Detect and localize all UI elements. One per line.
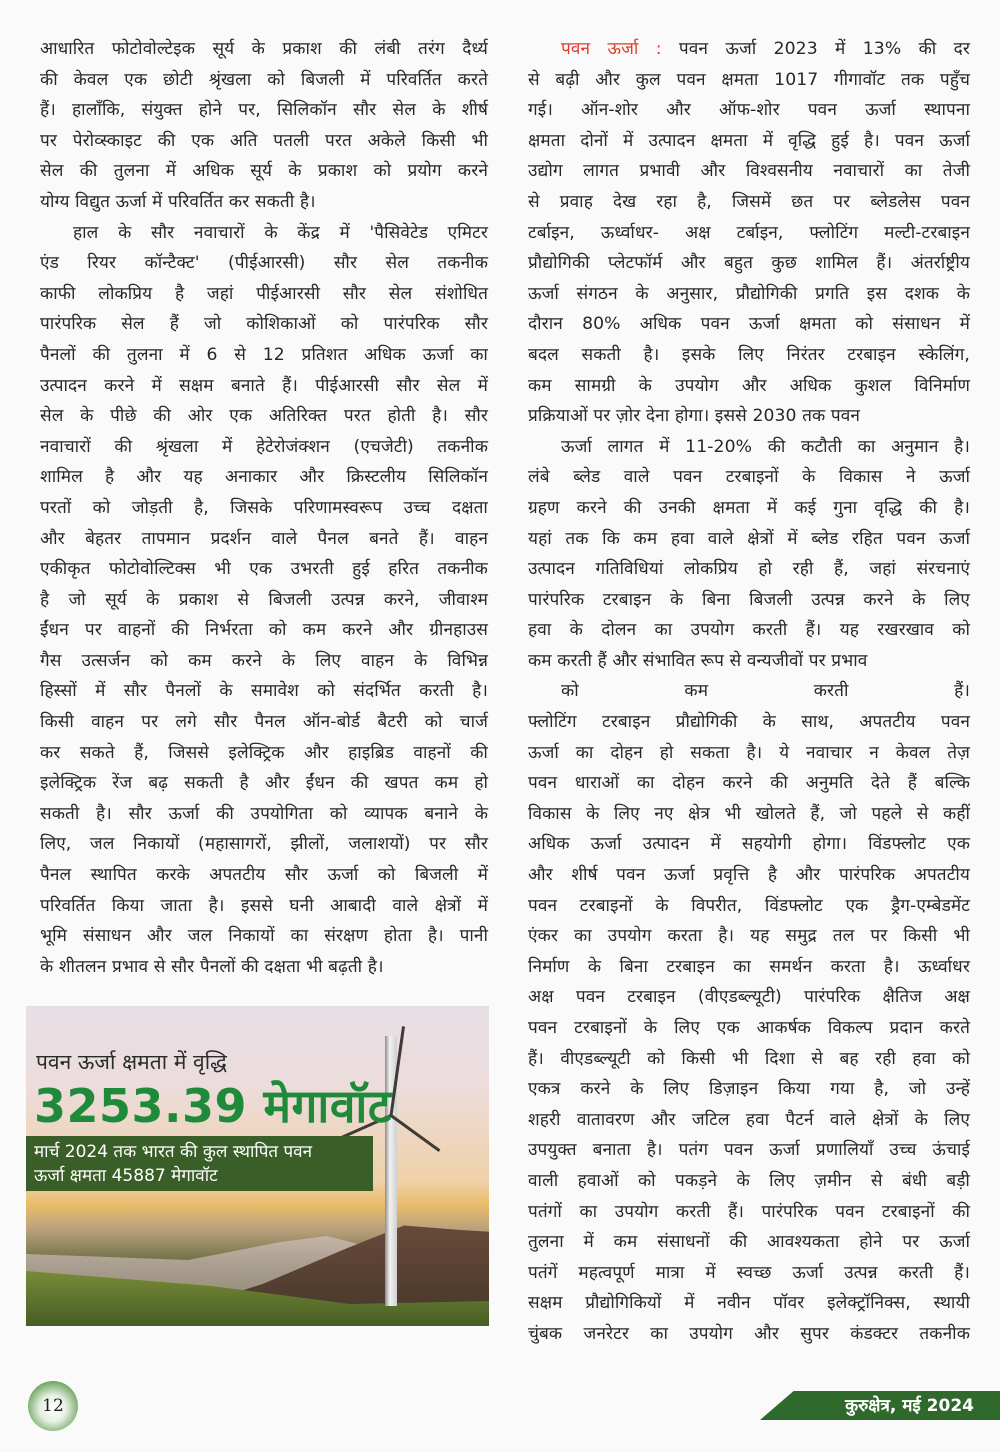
text-line: आधारित फोटोवोल्टेइक सूर्य के प्रकाश की लंबी तरंग दैर्ध्य — [40, 39, 489, 59]
text-line: पैनलों की तुलना में 6 से 12 प्रतिशत अधिक ऊर्जा का — [40, 344, 488, 365]
text-line: परिवर्तित किया जाता है। इससे घनी आबादी वाले क्षेत्रों में — [40, 895, 488, 916]
text-line: काफी लोकप्रिय है जहां पीईआरसी सौर सेल संशोधित — [40, 283, 488, 304]
text-line: पारंपरिक सेल हैं जो कोशिकाओं को पारंपरिक सौर — [40, 314, 488, 335]
capacity-headline: 3253.39 मेगावॉट — [34, 1079, 392, 1133]
text-line: प्रक्रियाओं पर ज़ोर देना होगा। इससे 2030 तक पवन — [528, 406, 861, 427]
text-line: हाल के सौर नवाचारों के केंद्र में 'पैसिवेटेड एमिटर — [73, 222, 488, 243]
text-line: कम करती हैं और संभावित रूप से वन्यजीवों पर प्रभाव — [528, 650, 868, 671]
text-line: ऊर्जा संगठन के अनुसार, प्रौद्योगिकी प्रगति इस दशक के — [528, 283, 970, 304]
text-line: और शीर्ष पवन ऊर्जा प्रवृत्ति है और पारंपरिक अपतटीय — [528, 865, 970, 886]
text-line: ऊर्जा लागत में 11-20% की कटौती का अनुमान है। — [561, 436, 970, 457]
text-line: उत्पादन गतिविधियां लोकप्रिय हो रही हैं, जहां संरचनाएं — [528, 559, 970, 580]
text-line: उद्योग लागत प्रभावी और विश्वसनीय नवाचारों का तेजी — [528, 161, 970, 182]
text-line: फ्लोटिंग टरबाइन प्रौद्योगिकी के साथ, अपतटीय पवन — [528, 712, 970, 733]
text-line: के शीतलन प्रभाव से सौर पैनलों की दक्षता भी बढ़ती है। — [40, 956, 384, 977]
text-line: पवन टरबाइनों के लिए एक आकर्षक विकल्प प्रदान करते — [528, 1018, 970, 1038]
text-line: सेल की तुलना में अधिक सूर्य के प्रकाश को प्रयोग करने — [40, 161, 488, 182]
text-line: लिए, जल निकायों (महासागरों, झीलों, जलाशयों) पर सौर — [40, 834, 488, 855]
text-line: भूमि संसाधन और जल निकायों का संरक्षण होता है। पानी — [40, 926, 488, 947]
text-line: चुंबक जनरेटर का उपयोग और सुपर कंडक्टर तकनीक — [528, 1323, 970, 1344]
text-line: बदल सकती है। इसके लिए निरंतर टरबाइन स्केलिंग, — [528, 344, 970, 365]
text-line: उत्पादन करने में सक्षम बनाते हैं। पीईआरसी सौर सेल में — [40, 375, 488, 396]
paragraph-lead-line: पवन ऊर्जा : पवन ऊर्जा 2023 में 13% की दर — [561, 39, 970, 59]
text-line: पवन टरबाइनों के विपरीत, विंडफ्लोट एक ड्रैग-एम्बेडमेंट — [528, 895, 970, 916]
text-line: तुलना में कम संसाधनों की आवश्यकता होने पर ऊर्जा — [528, 1232, 970, 1253]
text-line: अधिक ऊर्जा उत्पादन में सहयोगी होगा। विंडफ्लोट एक — [528, 834, 970, 855]
text-line: योग्य विद्युत ऊर्जा में परिवर्तित कर सकती है। — [40, 191, 316, 212]
text-line: शामिल है और यह अनाकार और क्रिस्टलीय सिलिकॉन — [40, 467, 488, 488]
text-line: यहां तक कि कम हवा वाले क्षेत्रों में ब्लेड रहित पवन ऊर्जा — [528, 528, 970, 549]
text-line: हैं। वीएडब्ल्यूटी को किसी भी दिशा से बह रही हवा को — [528, 1048, 970, 1069]
text-line: लंबे ब्लेड वाले पवन टरबाइनों के विकास ने ऊर्जा — [528, 467, 970, 488]
text-line: को कम करती हैं। — [561, 681, 970, 702]
text-line: किसी वाहन पर लगे सौर पैनल ऑन-बोर्ड बैटरी को चार्ज — [40, 712, 488, 733]
text-line: पतंगों का उपयोग करती हैं। पारंपरिक पवन टरबाइनों की — [528, 1201, 970, 1222]
text-line: ग्रहण करने की उनकी क्षमता में कई गुना वृद्धि की है। — [528, 497, 970, 518]
text-line: कर सकते हैं, जिससे इलेक्ट्रिक और हाइब्रिड वाहनों की — [40, 742, 488, 763]
text-line: दौरान 80% अधिक पवन ऊर्जा क्षमता को संसाधन में — [528, 314, 970, 335]
text-line: निर्माण के बिना टरबाइन का समर्थन करता है। ऊर्ध्वाधर — [528, 956, 970, 977]
right-column-text — [528, 34, 970, 1350]
text-line: एंड रियर कॉन्टैक्ट' (पीईआरसी) सौर सेल तकनीक — [40, 253, 488, 274]
text-line: एकत्र करने के लिए डिज़ाइन किया गया है, जो उन्हें — [528, 1079, 970, 1100]
text-line: से प्रवाह देख रहा है, जिसमें छत पर ब्लेडलेस पवन — [528, 191, 970, 212]
text-line: पैनल स्थापित करके अपतटीय सौर ऊर्जा को बिजली में — [40, 865, 488, 886]
text-line: उपयुक्त बनाता है। पतंग पवन ऊर्जा प्रणालियाँ उच्च ऊंचाई — [528, 1140, 970, 1161]
text-line: गैस उत्सर्जन को कम करने के लिए वाहन के विभिन्न — [40, 650, 488, 671]
text-line: से बढ़ी और कुल पवन क्षमता 1017 गीगावॉट तक पहुँच — [528, 69, 970, 90]
text-line: हैं। हालाँकि, संयुक्त होने पर, सिलिकॉन सौर सेल के शीर्ष — [40, 100, 488, 121]
text-line: सेल के पीछे की ओर एक अतिरिक्त परत होती है। सौर — [40, 406, 488, 427]
text-line: इलेक्ट्रिक रेंज बढ़ सकती है और ईंधन की खपत कम हो — [40, 773, 488, 794]
text-line: पतंगें महत्वपूर्ण मात्रा में स्वच्छ ऊर्जा उत्पन्न करती हैं। — [528, 1262, 970, 1283]
text-line: विकास के लिए नए क्षेत्र भी खोलते हैं, जो पहले से कहीं — [528, 803, 970, 824]
text-line: की केवल एक छोटी श्रृंखला को बिजली में परिवर्तित करते — [40, 69, 488, 90]
magazine-issue-label: कुरुक्षेत्र, मई 2024 — [845, 1396, 974, 1416]
text-line: हिस्सों में सौर पैनलों के समावेश को संदर्भित करती है। — [40, 681, 488, 702]
wind-capacity-info-graphic — [26, 1006, 489, 1326]
text-line: टर्बाइन, ऊर्ध्वाधर- अक्ष टर्बाइन, फ्लोटिंग मल्टी-टरबाइन — [528, 222, 970, 243]
text-line: पारंपरिक टरबाइन के बिना बिजली उत्पन्न करने के लिए — [528, 589, 970, 610]
text-line: ईंधन पर वाहनों की निर्भरता को कम करने और ग्रीनहाउस — [40, 620, 488, 641]
text-line: वाली हवाओं को पकड़ने के लिए ज़मीन से बंधी बड़ी — [528, 1170, 970, 1191]
text-line: एंकर का उपयोग करता है। यह समुद्र तल पर किसी भी — [528, 926, 970, 947]
text-line: ऊर्जा का दोहन हो सकता है। ये नवाचार न केवल तेज़ — [528, 742, 970, 763]
text-line: सकती है। सौर ऊर्जा की उपयोगिता को व्यापक बनाने के — [40, 803, 488, 824]
text-line: पर पेरोव्स्काइट की एक अति पतली परत अकेले किसी भी — [40, 130, 488, 151]
left-column-text — [40, 34, 488, 982]
text-line: एकीकृत फोटोवोल्टिक्स भी एक उभरती हुई हरित तकनीक — [40, 559, 488, 580]
page-number-badge: 12 — [28, 1381, 78, 1431]
panel-title: पवन ऊर्जा क्षमता में वृद्धि — [36, 1050, 227, 1074]
text-line: है जो सूर्य के प्रकाश से बिजली उत्पन्न करने, जीवाश्म — [40, 589, 488, 610]
text-line: और बेहतर तापमान प्रदर्शन वाले पैनल बनते हैं। वाहन — [40, 528, 488, 549]
text-line: पवन धाराओं का दोहन करने की अनुमति देते हैं बल्कि — [528, 773, 970, 794]
text-line: क्षमता दोनों में उत्पादन क्षमता में वृद्धि हुई है। पवन ऊर्जा — [528, 130, 970, 151]
text-line: हवा के दोलन का उपयोग करती हैं। यह रखरखाव को — [528, 620, 970, 641]
caption-line-2: ऊर्जा क्षमता 45887 मेगावॉट — [34, 1166, 218, 1186]
text-line: सक्षम प्रौद्योगिकियों में नवीन पॉवर इलेक्ट्रॉनिक्स, स्थायी — [528, 1293, 970, 1314]
text-line: प्रौद्योगिकी प्लेटफॉर्म और बहुत कुछ शामिल हैं। अंतर्राष्ट्रीय — [528, 253, 970, 274]
text-line: अक्ष पवन टरबाइन (वीएडब्ल्यूटी) पारंपरिक क्षैतिज अक्ष — [528, 987, 970, 1008]
text-line: गई। ऑन-शोर और ऑफ-शोर पवन ऊर्जा स्थापना — [528, 100, 970, 121]
text-line: नवाचारों की श्रृंखला में हेटेरोजंक्शन (एचजेटी) तकनीक — [40, 436, 488, 457]
section-heading-wind-energy: पवन ऊर्जा : — [561, 39, 662, 59]
caption-line-1: मार्च 2024 तक भारत की कुल स्थापित पवन — [34, 1142, 313, 1162]
text-line: शहरी वातावरण और जटिल हवा पैटर्न वाले क्षेत्रों के लिए — [528, 1109, 970, 1130]
text-line: परतों को जोड़ती है, जिसके परिणामस्वरूप उच्च दक्षता — [40, 497, 488, 518]
turbine-blade — [390, 1114, 440, 1152]
capacity-caption-box — [26, 1136, 373, 1191]
text-line: कम सामग्री के उपयोग और अधिक कुशल विनिर्माण — [528, 375, 970, 396]
